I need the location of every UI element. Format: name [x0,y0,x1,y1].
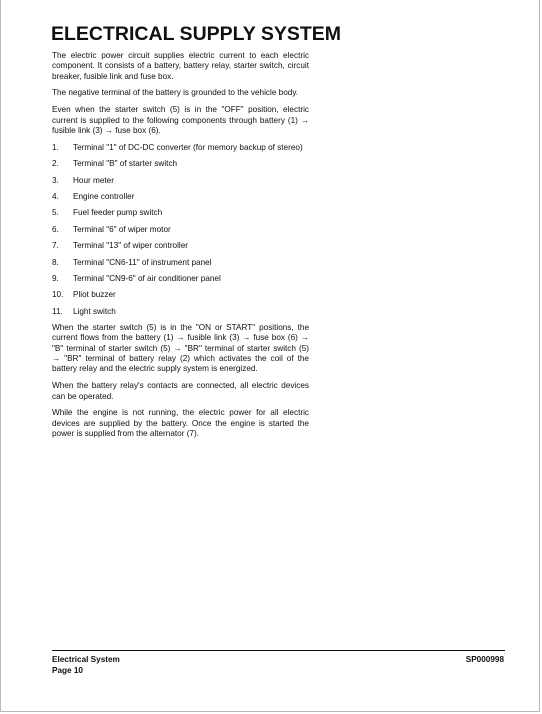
page-title: ELECTRICAL SUPPLY SYSTEM [51,23,342,45]
list-item-text: Terminal "B" of starter switch [73,159,178,169]
list-item-number: 3. [52,175,59,185]
alternator-paragraph: While the engine is not running, the electric power for all electric devices are supplied by the battery. Once the engine is started the power is supplied from the alternator (7). [52,408,309,439]
relay-paragraph: When the battery relay's contacts are connected, all electric devices can be operated. [52,381,309,401]
body-content [52,51,309,446]
list-item [52,208,309,218]
list-item [52,225,309,235]
list-item-text: Hour meter [73,175,114,185]
list-item [52,258,309,268]
off-position-paragraph: Even when the starter switch (5) is in the "OFF" position, electric current is supplied to the following components through battery (1) → fusible link (3) → fuse box (6). [52,105,309,135]
list-item-number: 11. [52,306,63,316]
intro-paragraph: The electric power circuit supplies electric current to each electric component. It consists of a battery, battery relay, starter switch, circuit breaker, fusible link and fuse box. [52,51,309,81]
list-item-text: Light switch [73,306,116,316]
list-item [52,192,309,202]
list-item-number: 10. [52,290,64,300]
list-item-text: Fuel feeder pump switch [73,208,163,218]
list-item-number: 7. [52,241,59,251]
list-item-text: Terminal "CN9-6" of air conditioner panel [73,273,221,283]
list-item [52,159,309,169]
footer-doc-id: SP000998 [465,655,504,664]
list-item-text: Terminal "13" of wiper controller [73,241,189,251]
on-start-paragraph: When the starter switch (5) is in the "ON or START" positions, the current flows from the battery (1) → fusible link (3) → fuse box (6) → "B" terminal of starter switch (5) → "BR" terminal of starter switch (5) → "BR" terminal of battery relay (2) which activates the coil of the battery relay and the electric supply system is energized. [52,323,309,374]
list-item-number: 9. [52,273,59,283]
list-item-number: 6. [52,224,59,234]
list-item [52,274,309,284]
footer-divider [52,650,505,651]
ground-paragraph: The negative terminal of the battery is grounded to the vehicle body. [52,88,299,98]
list-item [52,290,309,300]
list-item [52,307,309,317]
footer-left [52,655,120,676]
list-item-number: 4. [52,192,59,202]
list-item [52,176,309,186]
footer-page-number: Page 10 [52,665,83,675]
list-item-text: Terminal "6" of wiper motor [73,224,171,234]
list-item-number: 1. [52,142,59,152]
list-item-number: 5. [52,208,59,218]
list-item-text: Engine controller [73,192,135,202]
list-item-text: Pliot buzzer [73,290,116,300]
component-list [52,143,309,317]
list-item-text: Terminal "CN6-11" of instrument panel [73,257,212,267]
footer-section-title: Electrical System [52,655,120,664]
list-item [52,143,309,153]
list-item-number: 8. [52,257,59,267]
list-item [52,241,309,251]
list-item-number: 2. [52,159,59,169]
list-item-text: Terminal "1" of DC-DC converter (for memory backup of stereo) [73,142,303,152]
